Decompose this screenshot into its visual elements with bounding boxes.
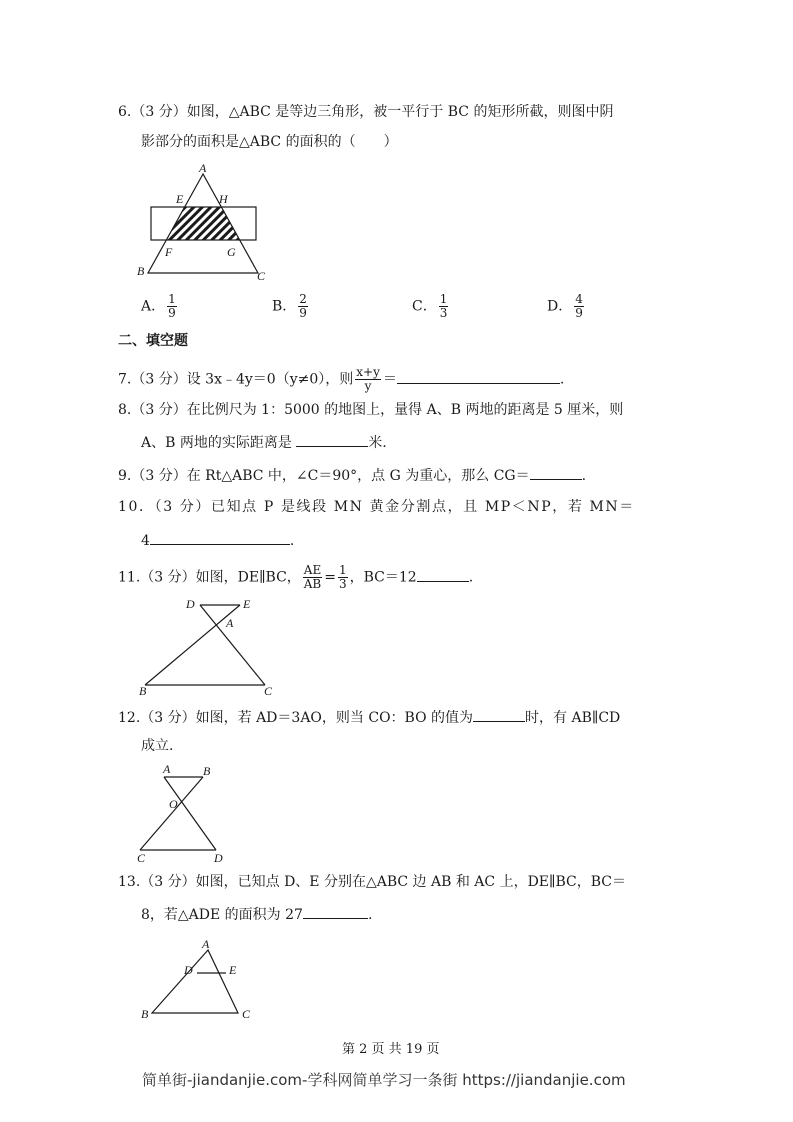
q7-prefix: 7.（3 分）设 3x﹣4y＝0（y≠0），则 (118, 371, 354, 388)
q7-answer-blank[interactable] (397, 369, 560, 384)
q12-suffix: 时，有 AB∥CD (525, 710, 621, 726)
q12-label-c: C (137, 851, 146, 865)
option-fraction (167, 293, 177, 320)
q12-text-line1 (118, 707, 620, 727)
denominator: 9 (168, 306, 176, 320)
q7-period: . (559, 371, 565, 388)
q11-equals: = (324, 569, 336, 586)
q6-shaded-region (166, 207, 240, 240)
q13-text-line2 (141, 904, 372, 924)
q8-prefix: A、B 两地的实际距离是 (141, 435, 297, 451)
q13-label-a: A (202, 937, 210, 951)
q13-label-d: D (184, 963, 193, 977)
q6-label-g: G (227, 245, 236, 259)
q12-prefix: 12.（3 分）如图，若 AD＝3AO，则当 CO：BO 的值为 (118, 710, 474, 726)
q8-text-line2 (141, 432, 387, 452)
q12-text-line2: 成立. (141, 738, 174, 754)
q11-label-b: B (139, 684, 147, 698)
q10-text-line1: 10．（3 分）已知点 P 是线段 MN 黄金分割点，且 MP＜NP，若 MN＝ (118, 499, 635, 515)
numerator: 1 (168, 292, 176, 306)
q13-label-b: B (141, 1007, 149, 1021)
q9-answer-blank[interactable] (530, 465, 582, 480)
q10-period: . (289, 533, 295, 549)
q7-text (118, 366, 564, 393)
q11-label-d: D (186, 597, 195, 611)
q13-figure (152, 950, 238, 1013)
q6-option-b (272, 293, 310, 320)
page-footer: 第 2 页 共 19 页 (342, 1042, 440, 1057)
q11-prefix: 11.（3 分）如图，DE∥BC， (118, 569, 301, 586)
q10-text-line2 (141, 530, 294, 550)
q12-label-a: A (163, 762, 171, 776)
q6-text-line2: 影部分的面积是△ABC 的面积的（ ） (141, 134, 398, 150)
denominator: 9 (299, 306, 307, 320)
watermark-text: 简单街-jiandanjie.com-学科网简单学习一条街 https://jiandanjie.com (142, 1071, 626, 1089)
numerator: 1 (439, 292, 448, 306)
q10-answer-blank[interactable] (150, 530, 290, 545)
q13-period: . (367, 907, 373, 923)
q6-label-e: E (176, 192, 184, 206)
numerator: 2 (299, 292, 307, 306)
numerator: 1 (338, 563, 347, 577)
numerator: AE (303, 563, 322, 577)
denominator: 3 (439, 306, 448, 320)
q12-label-b: B (203, 764, 211, 778)
q12-label-d: D (214, 851, 223, 865)
q6-label-a: A (199, 161, 207, 175)
denominator: AB (303, 577, 322, 591)
option-fraction (439, 293, 449, 320)
denominator: y (364, 379, 372, 393)
q11-label-a: A (226, 616, 234, 630)
q13-label-e: E (229, 963, 237, 977)
numerator: 4 (575, 292, 583, 306)
q9-prefix: 9.（3 分）在 Rt△ABC 中，∠C＝90°，点 G 为重心，那么 CG＝ (118, 468, 530, 484)
option-letter: A． (141, 298, 166, 315)
numerator: x+y (356, 365, 380, 379)
q6-option-c (412, 293, 450, 320)
q12-figure (140, 777, 216, 850)
q11-label-e: E (243, 597, 251, 611)
q8-suffix: 米. (368, 435, 387, 451)
option-letter: B． (272, 298, 297, 315)
q7-equals: ＝ (382, 371, 397, 388)
option-letter: C． (412, 298, 437, 315)
q12-label-o: O (169, 797, 178, 811)
q6-label-b: B (137, 264, 145, 278)
section-heading: 二、填空题 (118, 333, 188, 349)
q11-label-c: C (264, 684, 273, 698)
q13-answer-blank[interactable] (303, 904, 368, 919)
q8-text-line1: 8.（3 分）在比例尺为 1：5000 的地图上，量得 A、B 两地的距离是 5 厘米，则 (118, 402, 624, 418)
option-letter: D． (547, 298, 573, 315)
q8-answer-blank[interactable] (296, 432, 368, 447)
q6-option-d (547, 293, 586, 320)
q11-fraction-one-third (338, 564, 348, 591)
q11-text (118, 564, 473, 591)
option-fraction (574, 293, 584, 320)
q13-label-c: C (242, 1007, 251, 1021)
q10-prefix: 4 (141, 533, 150, 549)
q6-label-f: F (165, 245, 173, 259)
q11-period: . (468, 569, 474, 586)
q12-answer-blank[interactable] (473, 707, 525, 722)
q13-text-line1: 13.（3 分）如图，已知点 D、E 分别在△ABC 边 AB 和 AC 上，DE∥BC，BC＝ (118, 874, 627, 890)
q6-label-h: H (219, 192, 228, 206)
q11-figure (145, 605, 265, 685)
q6-text-line1: 6.（3 分）如图，△ABC 是等边三角形，被一平行于 BC 的矩形所截，则图中阴 (118, 104, 614, 120)
denominator: 3 (338, 577, 347, 591)
q9-period: . (581, 468, 587, 484)
q13-prefix: 8，若△ADE 的面积为 27 (141, 907, 303, 923)
q11-fraction-ae-ab (303, 564, 322, 591)
q9-text (118, 465, 586, 485)
q6-option-a (141, 293, 179, 320)
denominator: 9 (575, 306, 583, 320)
q6-label-c: C (257, 269, 266, 283)
q7-fraction (355, 366, 381, 393)
option-fraction (298, 293, 308, 320)
q11-suffix: ，BC＝12 (349, 569, 417, 586)
q11-answer-blank[interactable] (417, 567, 469, 582)
